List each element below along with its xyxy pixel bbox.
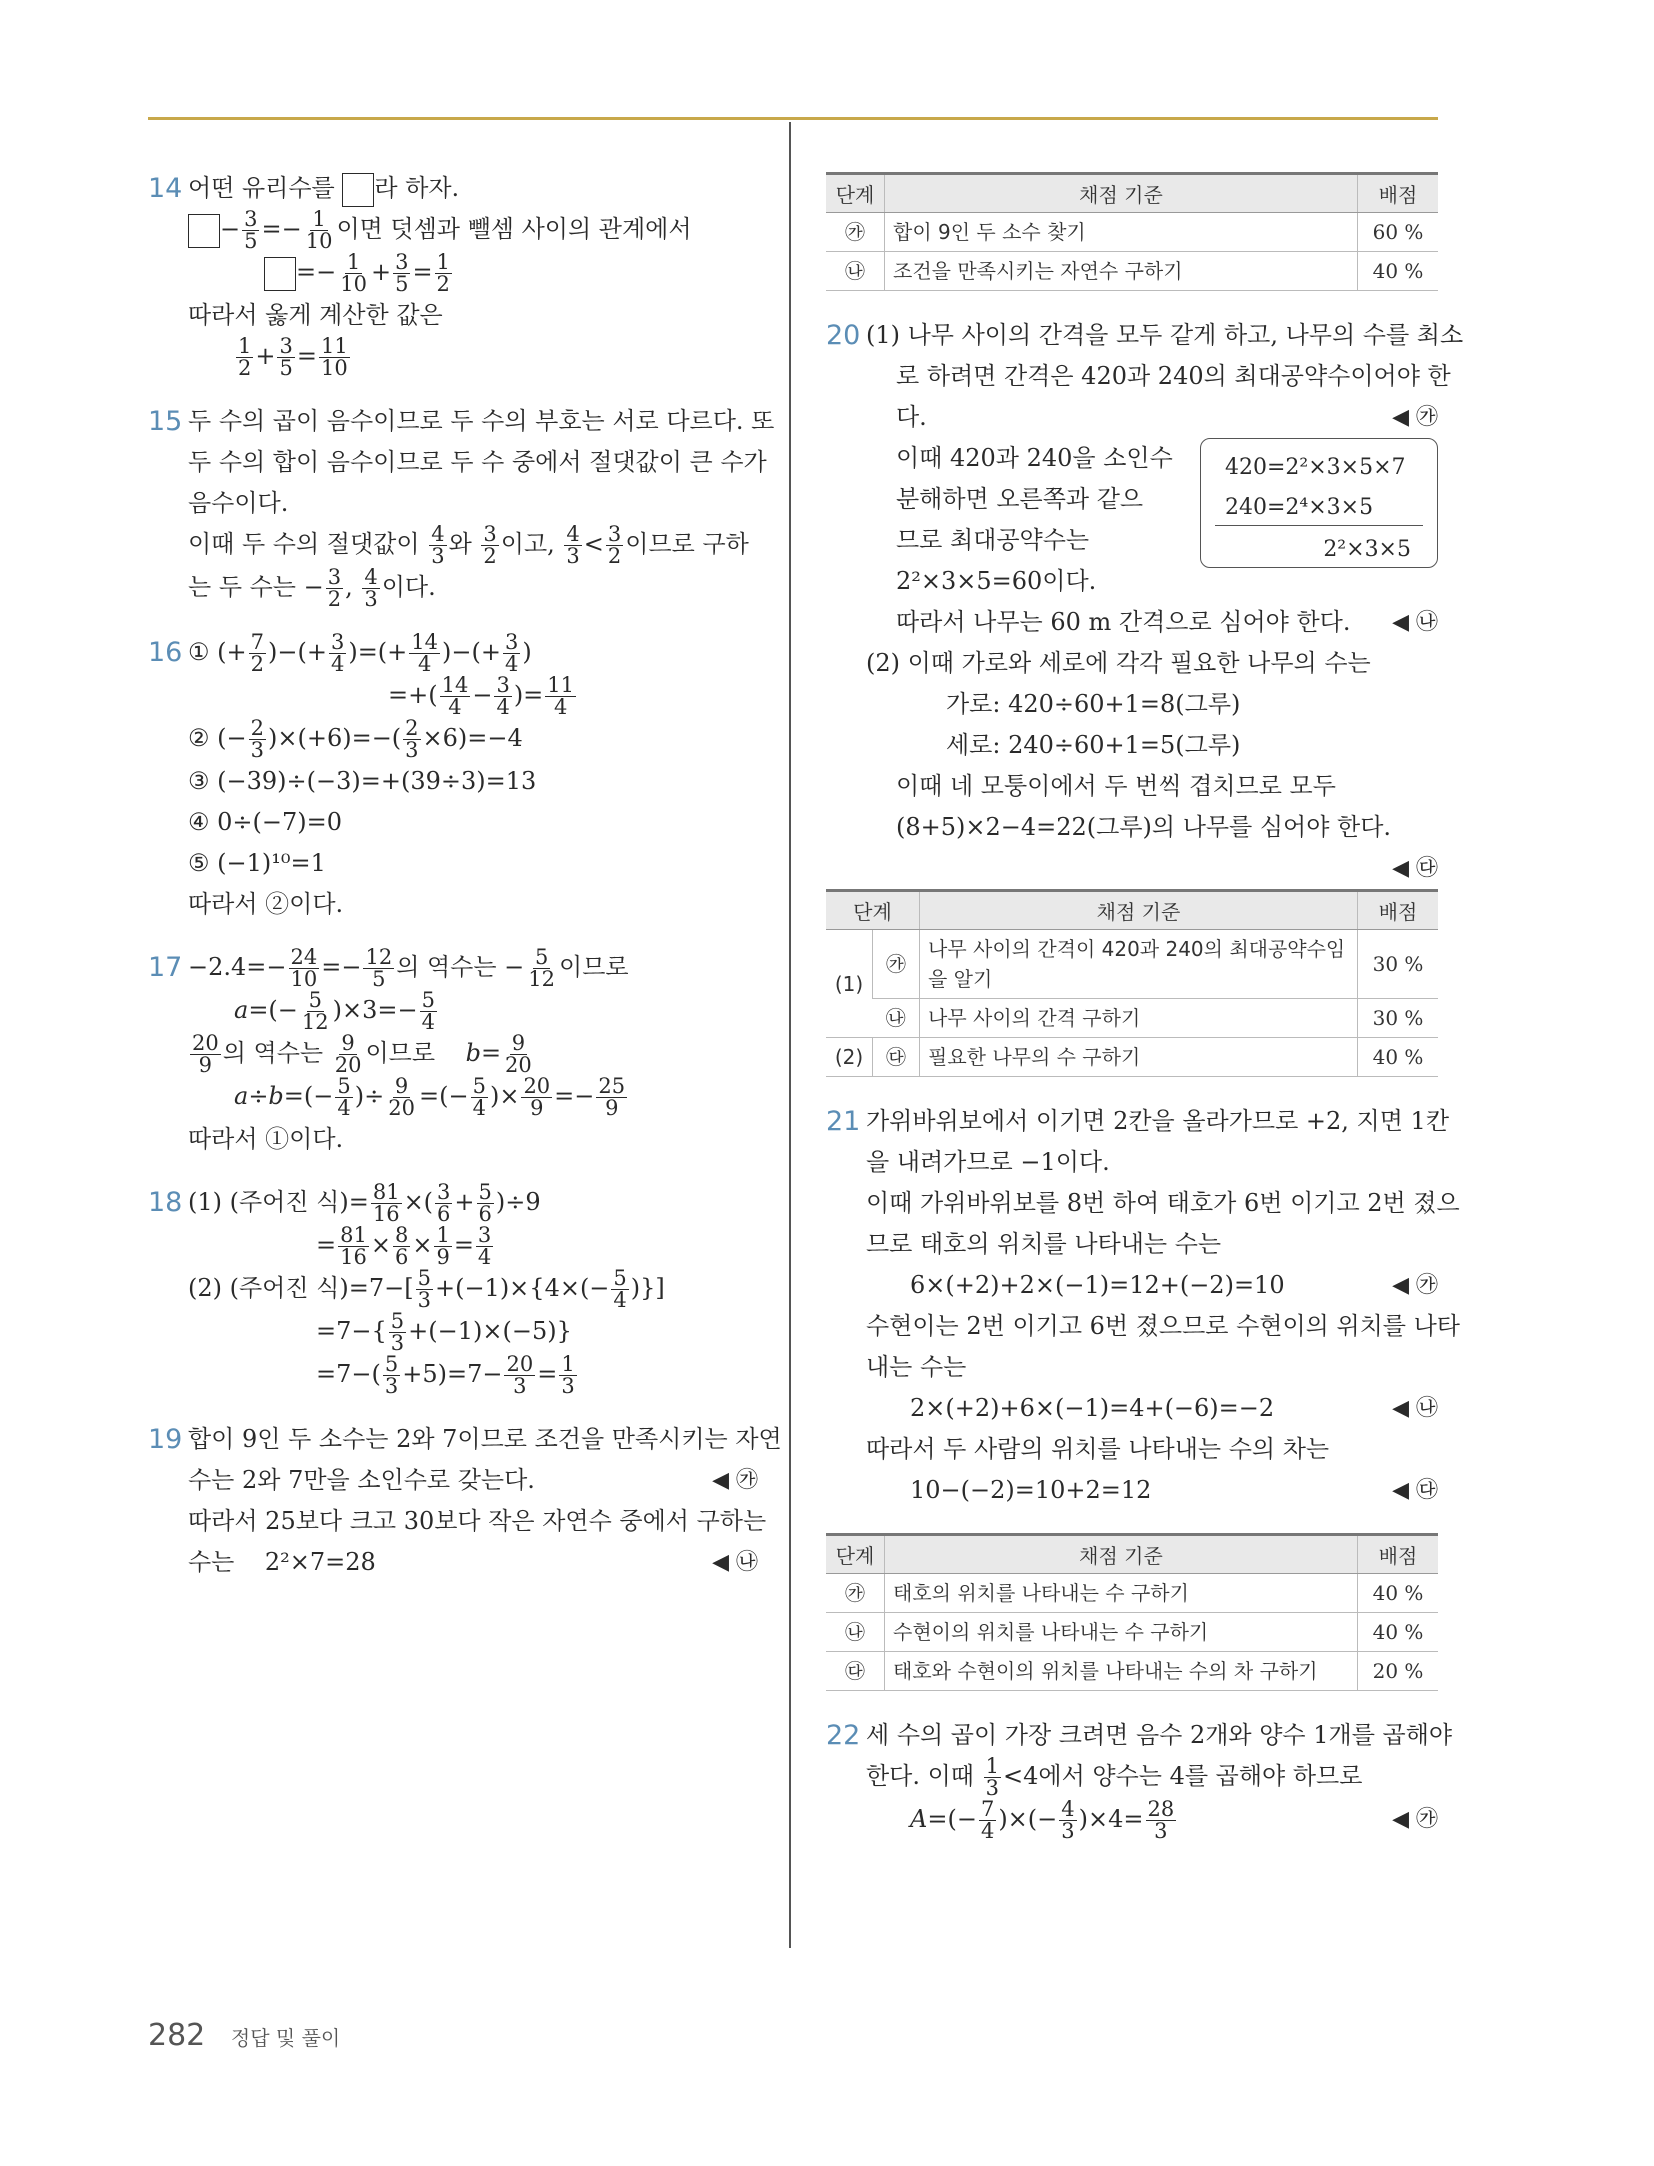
equation: =7−( $\frac{5}{3}$ +5)=7− $\frac{20}{3}$ = $\frac{1}{3}$ xyxy=(316,1352,575,1398)
equation: A=(− $\frac{7}{4}$ )×(− $\frac{4}{3}$ )×4= $\frac{28}{3}$ ◀ ㉮ xyxy=(910,1797,1438,1843)
problem-number: 20 xyxy=(826,320,861,351)
equation: a=(− $\frac{5}{12}$ )×3=− $\frac{5}{4}$ xyxy=(234,988,435,1034)
blank-box xyxy=(342,173,374,207)
equation: = $\frac{81}{16}$ × $\frac{8}{6}$ × $\frac{1}{9}$ = $\frac{3}{4}$ xyxy=(316,1223,492,1269)
problem-number: 22 xyxy=(826,1720,861,1751)
equation: $\frac{1}{2}$ + $\frac{3}{5}$ = $\frac{11}{10}$ xyxy=(238,334,348,380)
step-marker: ◀ ㉯ xyxy=(712,1550,758,1575)
table-row: ㉯ 조건을 만족시키는 자연수 구하기 40 % xyxy=(826,252,1438,291)
problem-19: 19 합이 9인 두 소수는 2와 7이므로 조건을 만족시키는 자연 수는 2와 7만을 소인수로 갖는다. ◀ ㉮ 따라서 25보다 크고 30보다 작은 자연수 중에서 구하는 수는 2²×7=28 ◀ ㉯ xyxy=(148,1419,758,1583)
equation: =− $\frac{1}{10}$ + $\frac{3}{5}$ = $\frac{1}{2}$ xyxy=(188,252,758,295)
table-row: ㉯ 수현이의 위치를 나타내는 수 구하기 40 % xyxy=(826,1613,1438,1652)
table-row: ㉰ 태호와 수현이의 위치를 나타내는 수의 차 구하기 20 % xyxy=(826,1652,1438,1691)
column-divider xyxy=(789,122,791,1948)
blank-box xyxy=(264,257,296,291)
problem-21: 21 가위바위보에서 이기면 2칸을 올라가므로 +2, 지면 1칸 을 내려가므로 −1이다. 이때 가위바위보를 8번 하여 태호가 6번 이기고 2번 졌으 므로 태호의 위치를 나타내는 수는 6×(+2)+2×(−1)=12+(−2)=10 ◀ ㉮ 수현이는 2번 이기고 6번 졌으므로 수현이의 위치를 나타 내는 수는 2×(+2)+6×(−1)=4+(−6)=−2 ◀ ㉯ 따라서 두 사람의 위치를 나타내는 수의 차는 10−(−2)=10+2=12 ◀ ㉰ xyxy=(826,1101,1438,1511)
step-marker: ◀ ㉰ xyxy=(1392,1478,1438,1503)
problem-number: 17 xyxy=(148,952,183,983)
equation: a÷b=(− $\frac{5}{4}$ )÷ $\frac{9}{20}$ =(− $\frac{5}{4}$ )× $\frac{20}{9}$ =− $\frac{25}{9}$ xyxy=(234,1074,626,1120)
step-marker: ◀ ㉯ xyxy=(1392,1396,1438,1421)
table-row: ㉮ 합이 9인 두 소수 찾기 60 % xyxy=(826,213,1438,252)
problem-number: 14 xyxy=(148,173,183,204)
equation: =+( $\frac{14}{4}$ − $\frac{3}{4}$ )= $\frac{11}{4}$ xyxy=(388,673,575,719)
step-marker: ◀ ㉮ xyxy=(1392,405,1438,430)
right-column xyxy=(826,168,1464,1864)
problem-20: 20 (1) 나무 사이의 간격을 모두 같게 하고, 나무의 수를 최소 로 하려면 간격은 420과 240의 최대공약수이어야 한 다. ◀ ㉮ 이때 420과 240을 소인수 분해하면 오른쪽과 같으 므로 최대공약수는 2²×3×5=60이다. 420=2²×3×5×7 240=2⁴×3×5 2²×3×5 따라서 나무는 60 m 간격으로 심어야 한다. ◀ ㉯ (2) 이때 가로와 세로에 각각 필요한 나무의 수는 가로: 420÷60+1=8(그루) 세로: 240÷60+1=5(그루) 이때 네 모퉁이에서 두 번씩 겹치므로 모두 (8+5)×2−4=22(그루)의 나무를 심어야 한다. ◀ ㉰ xyxy=(826,315,1438,848)
page-number: 282 xyxy=(148,2018,206,2053)
problem-14: 14 어떤 유리수를 라 하자. − $\frac{3}{5}$ =− $\frac{1}{10}$ 이면 덧셈과 뺄셈 사이의 관계에서 =− $\frac{1}{10}$ + $\frac{3}{5}$ = $\frac{1}{2}$ 따라서 옳게 계산한 값은 $\frac{1}{2}$ + $\frac{3}{5}$ = $\frac{11}{10}$ xyxy=(148,168,758,379)
table-row: (2) ㉰ 필요한 나무의 수 구하기 40 % xyxy=(826,1038,1438,1077)
section-label: 정답 및 풀이 xyxy=(230,2026,341,2050)
top-rule xyxy=(148,117,1438,120)
scoring-table-19: 단계 채점 기준 배점 ㉮ 합이 9인 두 소수 찾기 60 % ㉯ 조건을 만족시키는 자연수 구하기 40 % xyxy=(826,172,1438,291)
page-footer xyxy=(148,2018,340,2053)
step-marker: ◀ ㉮ xyxy=(712,1468,758,1493)
problem-number: 19 xyxy=(148,1424,183,1455)
problem-number: 18 xyxy=(148,1187,183,1218)
problem-number: 21 xyxy=(826,1106,861,1137)
table-row: (1) ㉮ 나무 사이의 간격이 420과 240의 최대공약수임을 알기 30 % xyxy=(826,930,1438,999)
problem-16: 16 ① (+ $\frac{7}{2}$ )−(+ $\frac{3}{4}$ )=(+ $\frac{14}{4}$ )−(+ $\frac{3}{4}$ ) =+( $\frac{14}{4}$ − $\frac{3}{4}$ )= $\frac{11}{4}$ ② (− $\frac{2}{3}$ )×(+6)=−( $\frac{2}{3}$ ×6)=−4 ③ (−39)÷(−3)=+(39÷3)=13 ④ 0÷(−7)=0 ⑤ (−1)¹⁰=1 따라서 ②이다. xyxy=(148,632,758,925)
table-row: ㉮ 태호의 위치를 나타내는 수 구하기 40 % xyxy=(826,1574,1438,1613)
blank-box xyxy=(188,214,220,248)
step-marker: ◀ ㉮ xyxy=(1392,1273,1438,1298)
problem-17: 17 −2.4=− $\frac{24}{10}$ =− $\frac{12}{5}$ 의 역수는 − $\frac{5}{12}$ 이므로 a=(− $\frac{5}{12}$ )×3=− $\frac{5}{4}$ $\frac{20}{9}$ 의 역수는 $\frac{9}{20}$ 이므로 b= $\frac{9}{20}$ a÷b=(− $\frac{5}{4}$ )÷ $\frac{9}{20}$ =(− $\frac{5}{4}$ )× $\frac{20}{9}$ =− $\frac{25}{9}$ 따라서 ①이다. xyxy=(148,947,758,1160)
equation: =7−{ $\frac{5}{3}$ +(−1)×(−5)} xyxy=(316,1309,572,1355)
prime-factorization-box: 420=2²×3×5×7 240=2⁴×3×5 2²×3×5 xyxy=(1200,438,1438,568)
equation: ② (− $\frac{2}{3}$ )×(+6)=−( $\frac{2}{3}$ ×6)=−4 xyxy=(188,716,523,762)
equation: ① (+ $\frac{7}{2}$ )−(+ $\frac{3}{4}$ )=(+ $\frac{14}{4}$ )−(+ $\frac{3}{4}$ ) xyxy=(188,630,532,676)
problem-number: 16 xyxy=(148,637,183,668)
table-row: ㉯ 나무 사이의 간격 구하기 30 % xyxy=(826,999,1438,1038)
problem-15: 15 두 수의 곱이 음수이므로 두 수의 부호는 서로 다르다. 또 두 수의 합이 음수이므로 두 수 중에서 절댓값이 큰 수가 음수이다. 이때 두 수의 절댓값이 $\frac{4}{3}$ 와 $\frac{3}{2}$ 이고, $\frac{4}{3}$ < $\frac{3}{2}$ 이므로 구하 는 두 수는 − $\frac{3}{2}$ , $\frac{4}{3}$ 이다. xyxy=(148,401,758,610)
step-marker: ◀ ㉮ xyxy=(1392,1807,1438,1832)
problem-22: 22 세 수의 곱이 가장 크려면 음수 2개와 양수 1개를 곱해야 한다. 이때 $\frac{1}{3}$ <4에서 양수는 4를 곱해야 하므로 A=(− $\frac{7}{4}$ )×(− $\frac{4}{3}$ )×4= $\frac{28}{3}$ ◀ ㉮ xyxy=(826,1715,1438,1842)
step-marker: ◀ ㉯ xyxy=(1392,610,1438,635)
left-column xyxy=(148,168,782,1605)
problem-number: 15 xyxy=(148,406,183,437)
step-marker: ◀ ㉰ xyxy=(1392,856,1438,881)
scoring-table-20: 단계 채점 기준 배점 (1) ㉮ 나무 사이의 간격이 420과 240의 최대공약수임을 알기 30 % ㉯ 나무 사이의 간격 구하기 30 % (2) ㉰ 필요한 나무의 수 구하기 40 % xyxy=(826,889,1438,1077)
problem-18: 18 (1) (주어진 식)= $\frac{81}{16}$ ×( $\frac{3}{6}$ + $\frac{5}{6}$ )÷9 = $\frac{81}{16}$ × $\frac{8}{6}$ × $\frac{1}{9}$ = $\frac{3}{4}$ (2) (주어진 식)=7−[ $\frac{5}{3}$ +(−1)×{4×(− $\frac{5}{4}$ )}] =7−{ $\frac{5}{3}$ +(−1)×(−5)} =7−( $\frac{5}{3}$ +5)=7− $\frac{20}{3}$ = $\frac{1}{3}$ xyxy=(148,1182,758,1397)
scoring-table-21: 단계 채점 기준 배점 ㉮ 태호의 위치를 나타내는 수 구하기 40 % ㉯ 수현이의 위치를 나타내는 수 구하기 40 % ㉰ 태호와 수현이의 위치를 나타내는 수의 차 구하기 20 % xyxy=(826,1533,1438,1691)
